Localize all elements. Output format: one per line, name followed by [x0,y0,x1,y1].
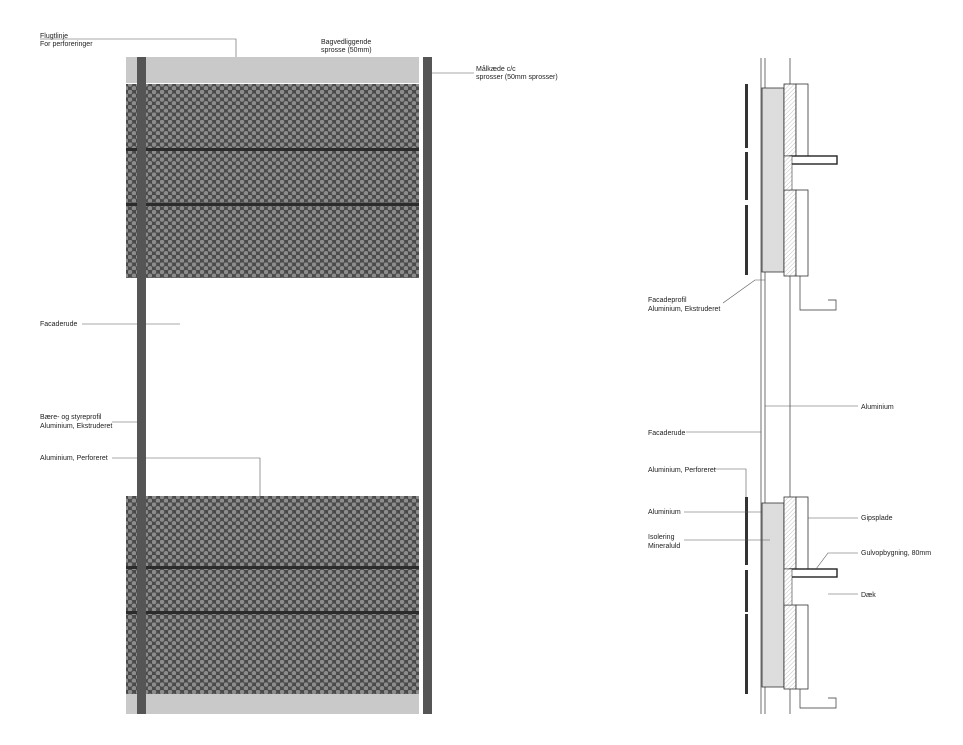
panel-joint [126,203,419,206]
bottom-perforated-panel-2 [126,569,419,611]
label-bagvedliggende: Bagvedliggende [321,39,372,46]
elevation-view [40,33,558,714]
label-bagvedliggende-sub: sprosse (50mm) [321,47,372,54]
wall-board-lower-4 [796,605,808,689]
ceiling-profile-lower [800,689,836,708]
bottom-perforated-panel-3 [126,614,419,694]
leader-gulvopbygning [816,553,858,569]
label-malkaede: Målkæde c/c [476,66,516,73]
label-baere: Bære- og styreprofil [40,414,102,421]
ceiling-profile-upper [800,276,836,310]
label-aluminium-left: Aluminium [648,509,681,516]
bottom-perforated-panel-1 [126,496,419,566]
label-malkaede-sub: sprosser (50mm sprosser) [476,74,558,81]
perforated-plate-strips-top [745,84,748,275]
facade-glazing [126,278,419,496]
slab-edge-upper [784,156,792,190]
insulation-upper [762,88,784,272]
leader-alu-perforeret [714,469,746,497]
label-gipsplade: Gipsplade [861,515,893,522]
label-facadeprofil-sub: Aluminium, Ekstruderet [648,306,721,313]
bottom-gray-band [126,694,419,714]
wall-board-lower-3 [784,605,796,689]
top-perforated-panel-1 [126,84,419,148]
label-aluminium-right: Aluminium [861,404,894,411]
carrier-profile-right [423,57,432,714]
wall-board-upper-2 [796,84,808,156]
label-isolering: Isolering [648,534,675,541]
label-daek: Dæk [861,592,876,599]
label-alu-perforeret: Aluminium, Perforeret [40,455,108,462]
label-facadeprofil: Facadeprofil [648,297,687,304]
label-baere-sub: Aluminium, Ekstruderet [40,423,113,430]
wall-board-lower-2 [796,497,808,569]
floor-slab-upper [790,156,837,164]
label-isolering-sub: Mineraluld [648,543,681,550]
label-flugtlinje: Flugtlinje [40,33,69,40]
wall-board-upper-3 [784,190,796,276]
panel-joint [126,611,419,614]
label-gulvopbygning: Gulvopbygning, 80mm [861,550,932,557]
leader-facadeprofil [723,280,765,303]
perforated-plate-strips-bottom [745,497,748,694]
label-alu-perforeret: Aluminium, Perforeret [648,467,716,474]
carrier-profile-left [137,57,146,714]
panel-joint [126,566,419,569]
wall-board-upper-1 [784,84,796,156]
section-view [648,58,931,714]
label-facaderude: Facaderude [648,430,686,437]
insulation-lower [762,503,784,687]
wall-board-upper-4 [796,190,808,276]
label-flugtlinje-sub: For perforeringer [40,41,93,48]
wall-board-lower-1 [784,497,796,569]
top-perforated-panel-3 [126,206,419,278]
top-gray-band [126,57,419,83]
panel-joint [126,148,419,151]
slab-edge-lower [784,569,792,605]
floor-slab-lower [790,569,837,577]
label-facaderude: Facaderude [40,321,78,328]
top-perforated-panel-2 [126,151,419,203]
